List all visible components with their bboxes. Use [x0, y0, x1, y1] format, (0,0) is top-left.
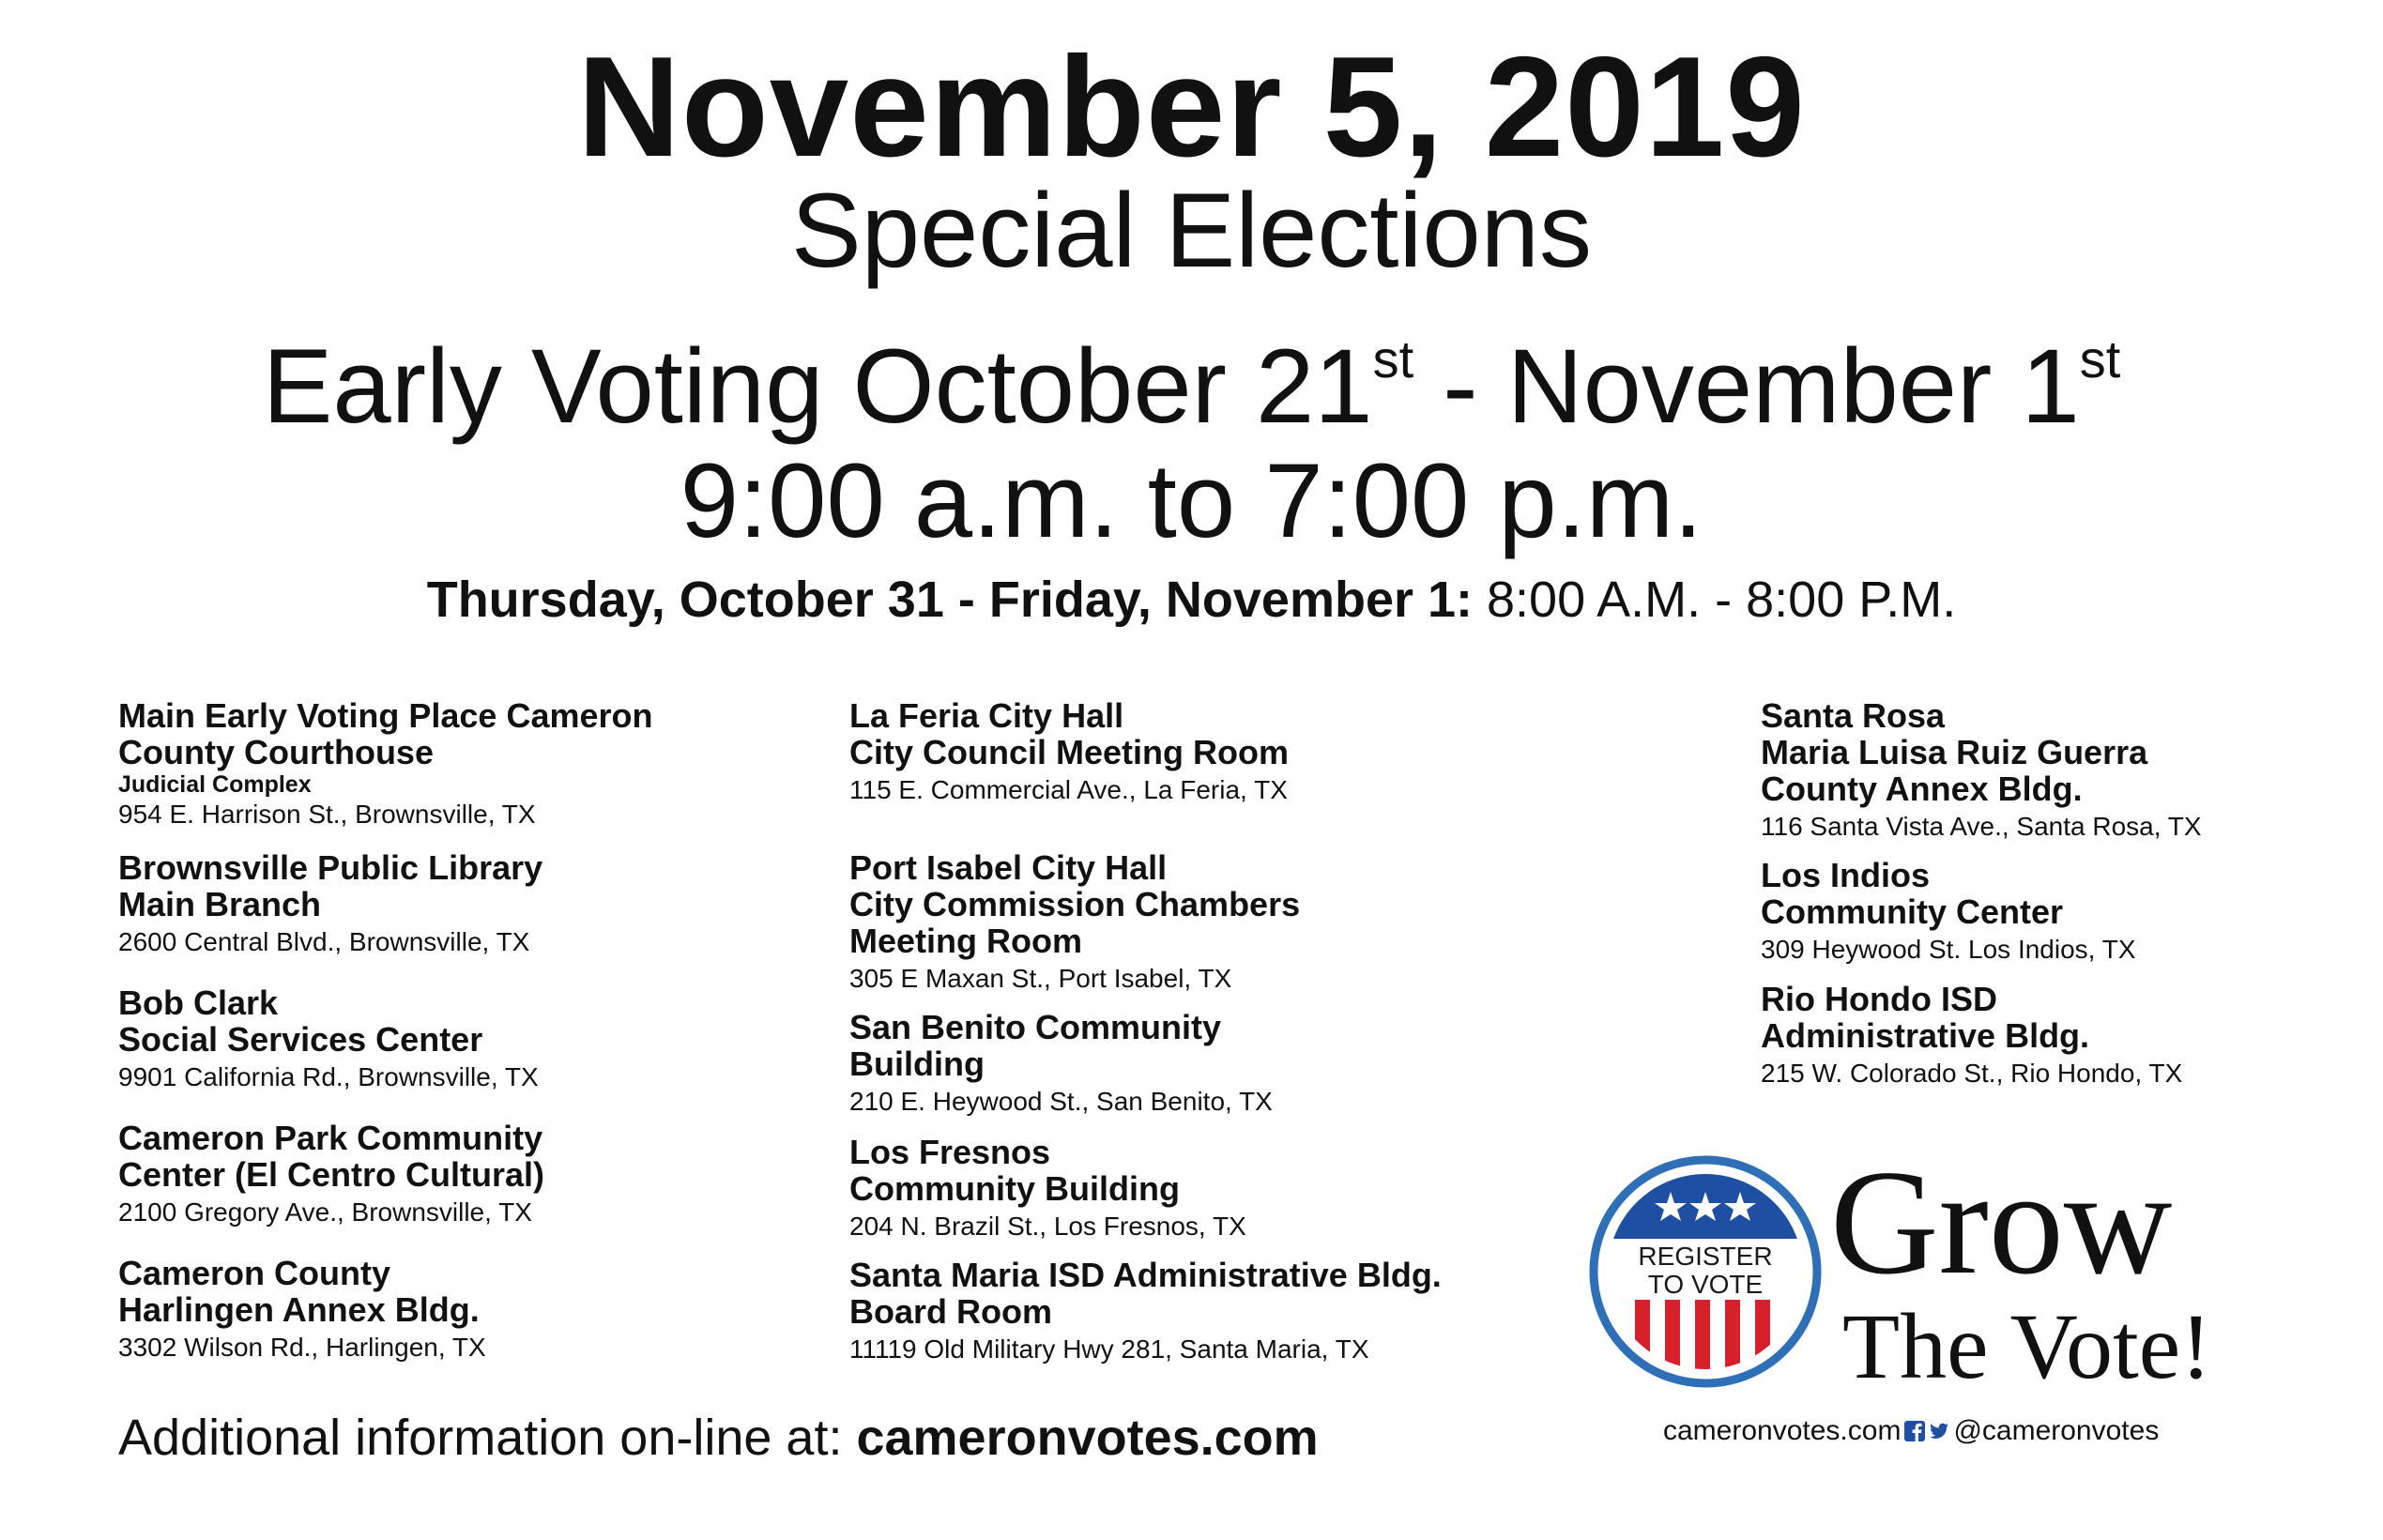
location-name: Cameron County [118, 1254, 391, 1292]
location-item [118, 849, 542, 958]
location-address: 309 Heywood St. Los Indios, TX [1761, 935, 2136, 964]
location-name: Los Fresnos [849, 1133, 1051, 1171]
location-name: Building [849, 1044, 985, 1083]
social-website-link[interactable]: cameronvotes.com [1663, 1415, 1902, 1446]
social-links [1663, 1417, 2159, 1445]
location-item [849, 1009, 1273, 1118]
location-item [118, 1120, 544, 1228]
location-item [118, 1255, 486, 1364]
early-voting-end: - November 1 [1413, 328, 2080, 445]
location-item [1761, 697, 2202, 843]
location-address: 215 W. Colorado St., Rio Hondo, TX [1761, 1059, 2183, 1088]
location-item [118, 984, 539, 1093]
early-voting-prefix: Early Voting October 21 [262, 328, 1373, 445]
location-item [1761, 857, 2136, 966]
location-name: Community Building [849, 1169, 1180, 1208]
location-item [118, 697, 653, 831]
location-address: 210 E. Heywood St., San Benito, TX [849, 1087, 1273, 1116]
page-subtitle: Special Elections [791, 172, 1592, 289]
location-name: Main Branch [118, 885, 322, 923]
early-voting-dates [0, 328, 2383, 445]
the-vote-slogan: The Vote! [1842, 1294, 2212, 1398]
location-name: Harlingen Annex Bldg. [118, 1290, 480, 1329]
location-address: 204 N. Brazil St., Los Fresnos, TX [849, 1212, 1246, 1241]
location-name: Meeting Room [849, 922, 1082, 960]
location-name: Santa Maria ISD Administrative Bldg. [849, 1256, 1442, 1294]
location-name: County Courthouse [118, 733, 434, 771]
location-name: San Benito Community [849, 1008, 1222, 1046]
location-name: Rio Hondo ISD [1761, 980, 1997, 1018]
location-item [1761, 981, 2182, 1090]
logo-to-vote-text: TO VOTE [1647, 1270, 1764, 1299]
location-item [849, 1134, 1246, 1243]
ordinal-suffix: st [2079, 328, 2121, 389]
location-address: 2100 Gregory Ave., Brownsville, TX [118, 1197, 532, 1227]
facebook-icon[interactable] [1904, 1421, 1925, 1441]
footer-website-link[interactable]: cameronvotes.com [856, 1410, 1319, 1466]
location-address: 11119 Old Military Hwy 281, Santa Maria, TX [849, 1334, 1369, 1364]
location-item [849, 697, 1289, 806]
location-name: City Commission Chambers [849, 885, 1301, 923]
location-name: Maria Luisa Ruiz Guerra [1761, 733, 2148, 771]
location-name: Brownsville Public Library [118, 848, 543, 887]
location-name: Port Isabel City Hall [849, 848, 1168, 887]
location-subname: Judicial Complex [118, 771, 312, 798]
early-voting-hours: 9:00 a.m. to 7:00 p.m. [680, 442, 1703, 559]
location-name: Cameron Park Community [118, 1119, 543, 1157]
location-address: 3302 Wilson Rd., Harlingen, TX [118, 1333, 486, 1362]
location-name: Santa Rosa [1761, 696, 1946, 735]
social-handle[interactable]: @cameronvotes [1953, 1415, 2160, 1446]
location-name: Community Center [1761, 892, 2064, 931]
page-title: November 5, 2019 [577, 27, 1806, 187]
location-name: Center (El Centro Cultural) [118, 1155, 545, 1194]
location-address: 954 E. Harrison St., Brownsville, TX [118, 800, 536, 829]
location-address: 2600 Central Blvd., Brownsville, TX [118, 927, 530, 956]
location-name: La Feria City Hall [849, 696, 1124, 735]
location-address: 116 Santa Vista Ave., Santa Rosa, TX [1761, 812, 2202, 841]
location-name: Main Early Voting Place Cameron [118, 696, 653, 735]
location-name: Board Room [849, 1292, 1052, 1331]
location-name: County Annex Bldg. [1761, 770, 2083, 808]
location-name: Bob Clark [118, 983, 279, 1022]
location-name: Los Indios [1761, 856, 1930, 894]
extended-hours-time: 8:00 A.M. - 8:00 P.M. [1473, 572, 1957, 628]
location-address: 115 E. Commercial Ave., La Feria, TX [849, 775, 1288, 804]
location-name: City Council Meeting Room [849, 733, 1289, 771]
extended-days: Thursday, October 31 - Friday, November 1: [426, 572, 1474, 628]
location-item [849, 849, 1300, 995]
register-to-vote-logo [1588, 1154, 1823, 1389]
ordinal-suffix: st [1372, 328, 1414, 389]
location-address: 9901 California Rd., Brownsville, TX [118, 1062, 539, 1091]
twitter-icon[interactable] [1929, 1421, 1949, 1441]
grow-slogan: Grow [1830, 1138, 2173, 1305]
location-item [849, 1257, 1442, 1365]
footer-info [118, 1410, 1319, 1466]
location-name: Administrative Bldg. [1761, 1016, 2090, 1055]
location-address: 305 E Maxan St., Port Isabel, TX [849, 964, 1232, 993]
extended-hours [0, 572, 2383, 628]
footer-info-prefix: Additional information on-line at: [118, 1410, 857, 1466]
logo-register-text: REGISTER [1638, 1242, 1773, 1271]
location-name: Social Services Center [118, 1020, 483, 1059]
